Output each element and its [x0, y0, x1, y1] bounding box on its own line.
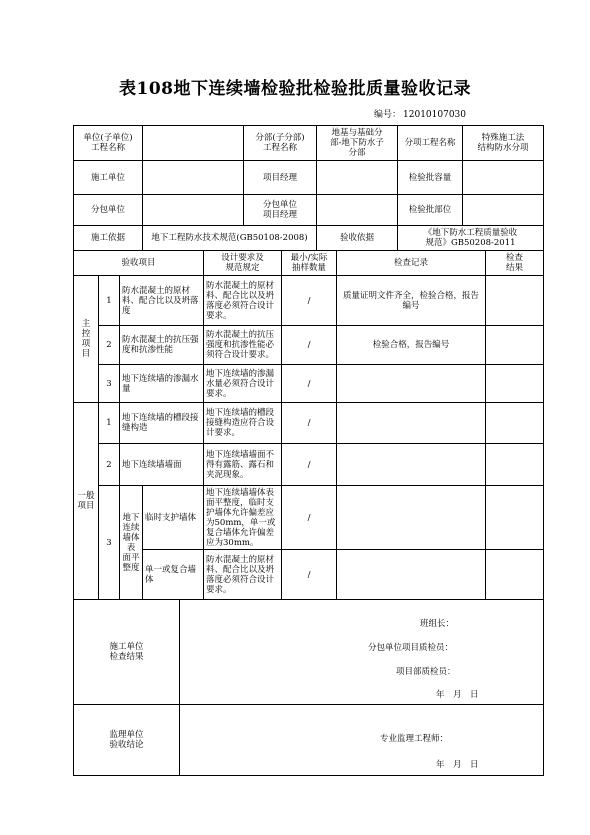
- subunit-value: 地基与基础分 部-地下防水子 分部: [316, 125, 398, 161]
- general-subitem-requirement: 防水混凝土的原材料、配合比以及坍落度必须符合设计要求。: [203, 549, 282, 600]
- inspector-label: 项目部质检员：: [396, 667, 456, 677]
- main-item-requirement: 地下连续墙的渗漏水量必须符合设计要求。: [203, 364, 282, 403]
- supervision-date[interactable]: 年 月 日: [436, 760, 479, 770]
- construction-unit-label: 施工单位: [73, 160, 143, 195]
- general-subitem-record[interactable]: [336, 549, 486, 600]
- subunit-label: 分部(子分部) 工程名称: [243, 125, 317, 161]
- pm-value[interactable]: [316, 160, 398, 195]
- general-item-name: 地下连续墙墙面: [119, 443, 204, 486]
- general-item-requirement: 地下连续墙的槽段接缝构造应符合设计要求。: [203, 402, 282, 444]
- batch-capacity-value[interactable]: [462, 160, 544, 195]
- code-value: 12010107030: [403, 110, 467, 120]
- col-requirement: 设计要求及 规范规定: [203, 250, 282, 276]
- main-item-name: 地下连续墙的渗漏水量: [119, 364, 204, 403]
- col-record: 检查记录: [336, 250, 486, 276]
- supervisor-label: 专业监理工程师：: [380, 734, 449, 744]
- basis-value: 地下工程防水技术规范(GB50108-2008): [142, 225, 317, 251]
- general-subitem-sample[interactable]: /: [281, 549, 337, 600]
- general-item-group: 地下 连续 墙体表 面平 整度: [119, 485, 143, 600]
- construction-result-label: 施工单位 检查结果: [73, 599, 180, 705]
- main-item-requirement: 防水混凝土的抗压强度和抗渗性能必须符合设计要求。: [203, 325, 282, 365]
- sub-pm-value[interactable]: [316, 194, 398, 226]
- item-value: 特殊施工法 结构防水分项: [462, 125, 544, 161]
- general-subitem-name: 单一或复合墙体: [142, 549, 204, 600]
- main-item-no: 2: [98, 325, 120, 365]
- item-label: 分项工程名称: [397, 125, 463, 161]
- general-item-no: 1: [98, 402, 120, 444]
- general-item-requirement: 地下连续墙墙面不得有露筋、露石和夹泥现象。: [203, 443, 282, 486]
- main-item-name: 防水混凝土的原材料、配合比以及坍落度: [119, 275, 204, 326]
- general-subitem-result[interactable]: [485, 549, 544, 600]
- general-item-result[interactable]: [485, 402, 544, 444]
- main-item-requirement: 防水混凝土的原材料、配合比以及坍落度必须符合设计要求。: [203, 275, 282, 326]
- general-subitem-record[interactable]: [336, 485, 486, 550]
- supervision-result-label: 监理单位 验收结论: [73, 704, 180, 776]
- team-leader-label: 班组长：: [420, 619, 455, 629]
- main-item-no: 3: [98, 364, 120, 403]
- basis-label: 施工依据: [73, 225, 143, 251]
- main-item-sample[interactable]: /: [281, 364, 337, 403]
- col-result: 检查 结果: [485, 250, 544, 276]
- sub-unit-value[interactable]: [142, 194, 244, 226]
- main-control-label: 主 控 项 目: [73, 275, 99, 403]
- general-subitem-result[interactable]: [485, 485, 544, 550]
- main-item-record[interactable]: 检验合格，报告编号: [336, 325, 486, 365]
- general-item-sample[interactable]: /: [281, 402, 337, 444]
- main-item-record[interactable]: [336, 364, 486, 403]
- general-item-no: 3: [98, 485, 120, 600]
- main-item-sample[interactable]: /: [281, 325, 337, 365]
- sub-unit-label: 分包单位: [73, 194, 143, 226]
- general-subitem-name: 临时支护墙体: [142, 485, 204, 550]
- general-item-record[interactable]: [336, 443, 486, 486]
- record-code: [372, 107, 466, 120]
- general-item-result[interactable]: [485, 443, 544, 486]
- unit-value[interactable]: [142, 125, 244, 161]
- batch-capacity-label: 检验批容量: [397, 160, 463, 195]
- main-item-result[interactable]: [485, 364, 544, 403]
- acceptance-label: 验收依据: [316, 225, 398, 251]
- col-item: 验收项目: [73, 250, 204, 276]
- main-item-no: 1: [98, 275, 120, 326]
- general-item-no: 2: [98, 443, 120, 486]
- construction-date[interactable]: 年 月 日: [436, 690, 479, 700]
- acceptance-value: 《地下防水工程质量验收 规范》GB50208-2011: [397, 225, 544, 251]
- main-item-result[interactable]: [485, 325, 544, 365]
- general-subitem-sample[interactable]: /: [281, 485, 337, 550]
- construction-unit-value[interactable]: [142, 160, 244, 195]
- general-items-label: 一般 项目: [73, 402, 99, 600]
- main-item-sample[interactable]: /: [281, 275, 337, 326]
- page-title: 表108地下连续墙检验批检验批质量验收记录: [119, 79, 471, 99]
- pm-label: 项目经理: [243, 160, 317, 195]
- sub-inspector-label: 分包单位项目质检员：: [368, 643, 454, 653]
- code-label: 编号：: [374, 110, 402, 120]
- main-item-record[interactable]: 质量证明文件齐全，检验合格，报告编号: [336, 275, 486, 326]
- construction-result-area[interactable]: [179, 599, 544, 705]
- sub-pm-label: 分包单位 项目经理: [243, 194, 317, 226]
- batch-location-label: 检验批部位: [397, 194, 463, 226]
- general-subitem-requirement: 地下连续墙墙体表面平整度，临时支护墙体允许偏差应为50mm，单一或复合墙体允许偏差应为30mm。: [203, 485, 282, 550]
- general-item-sample[interactable]: /: [281, 443, 337, 486]
- supervision-result-area[interactable]: [179, 704, 544, 776]
- batch-location-value[interactable]: [462, 194, 544, 226]
- col-sample: 最小/实际 抽样数量: [281, 250, 337, 276]
- general-item-record[interactable]: [336, 402, 486, 444]
- unit-label: 单位(子单位) 工程名称: [73, 125, 143, 161]
- main-item-name: 防水混凝土的抗压强度和抗渗性能: [119, 325, 204, 365]
- main-item-result[interactable]: [485, 275, 544, 326]
- general-item-name: 地下连续墙的槽段接缝构造: [119, 402, 204, 444]
